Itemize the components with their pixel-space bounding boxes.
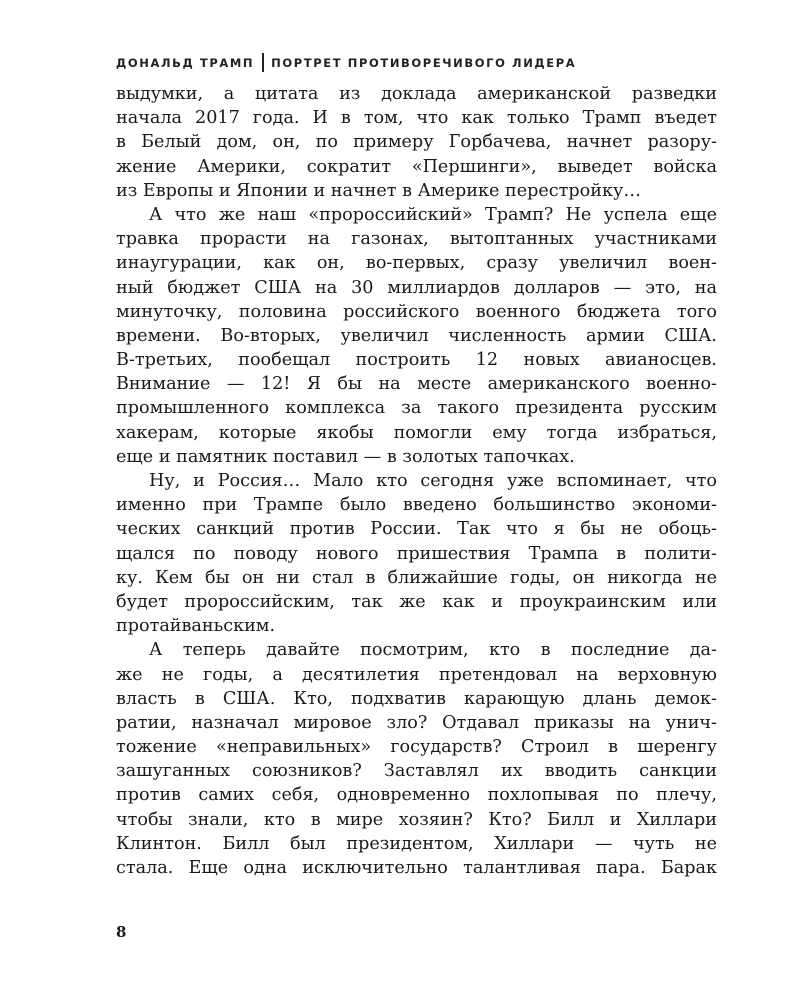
text-line: В-третьих, пообещал построить 12 новых авианосцев. bbox=[116, 350, 717, 371]
header-book-title: ПОРТРЕТ ПРОТИВОРЕЧИВОГО ЛИДЕРА bbox=[271, 55, 577, 70]
text-line: ный бюджет США на 30 миллиардов долларов — это, на bbox=[116, 277, 717, 298]
text-line: хакерам, которые якобы помогли ему тогда избраться, bbox=[116, 422, 717, 443]
running-header bbox=[116, 53, 576, 72]
text-line: щался по поводу нового пришествия Трампа в полити- bbox=[116, 543, 717, 564]
page-body bbox=[116, 82, 717, 880]
text-line: же не годы, а десятилетия претендовал на верховную bbox=[116, 664, 717, 685]
text-line: власть в США. Кто, подхватив карающую длань демок- bbox=[116, 688, 717, 709]
paragraph-first-line: Ну, и Россия… Мало кто сегодня уже вспоминает, что bbox=[149, 471, 717, 491]
text-line: именно при Трампе было введено большинство экономи- bbox=[116, 495, 717, 516]
page-number: 8 bbox=[116, 923, 127, 941]
text-line: времени. Во-вторых, увеличил численность армии США. bbox=[116, 325, 717, 346]
text-line: против самих себя, одновременно похлопывая по плечу, bbox=[116, 785, 717, 806]
text-line: еще и памятник поставил — в золотых тапочках. bbox=[116, 446, 575, 467]
header-separator bbox=[262, 53, 264, 72]
text-line: тожение «неправильных» государств? Строил в шеренгу bbox=[116, 737, 717, 758]
text-line: ческих санкций против России. Так что я бы не обоць- bbox=[116, 519, 717, 540]
text-line: из Европы и Японии и начнет в Америке перестройку… bbox=[116, 180, 641, 201]
text-line: травка прорасти на газонах, вытоптанных участниками bbox=[116, 229, 717, 250]
text-line: в Белый дом, он, по примеру Горбачева, начнет разору- bbox=[116, 132, 717, 153]
text-line: ратии, назначал мировое зло? Отдавал приказы на унич- bbox=[116, 712, 717, 733]
header-author: ДОНАЛЬД ТРАМП bbox=[116, 55, 255, 70]
paragraph-first-line: А что же наш «пророссийский» Трамп? Не успела еще bbox=[149, 204, 717, 225]
text-line: стала. Еще одна исключительно талантливая пара. Барак bbox=[116, 858, 717, 878]
text-line: минуточку, половина российского военного бюджета того bbox=[116, 301, 717, 322]
text-line: протайваньским. bbox=[116, 616, 276, 637]
text-line: Клинтон. Билл был президентом, Хиллари — чуть не bbox=[116, 833, 717, 854]
text-line: выдумки, а цитата из доклада американской разведки bbox=[116, 84, 717, 104]
text-line: жение Америки, сократит «Першинги», выведет войска bbox=[116, 156, 717, 177]
text-line: чтобы знали, кто в мире хозяин? Кто? Билл и Хиллари bbox=[116, 809, 717, 830]
text-line: зашуганных союзников? Заставлял их вводить санкции bbox=[116, 761, 717, 782]
text-line: будет пророссийским, так же как и проукраинским или bbox=[116, 591, 717, 612]
text-line: инаугурации, как он, во-первых, сразу увеличил воен- bbox=[116, 253, 717, 274]
text-line: Внимание — 12! Я бы на месте американского военно- bbox=[116, 374, 717, 395]
paragraph-first-line: А теперь давайте посмотрим, кто в последние да- bbox=[149, 640, 717, 661]
text-line: начала 2017 года. И в том, что как только Трамп въедет bbox=[116, 108, 717, 129]
text-line: промышленного комплекса за такого президента русским bbox=[116, 398, 717, 419]
text-line: ку. Кем бы он ни стал в ближайшие годы, он никогда не bbox=[116, 567, 717, 588]
